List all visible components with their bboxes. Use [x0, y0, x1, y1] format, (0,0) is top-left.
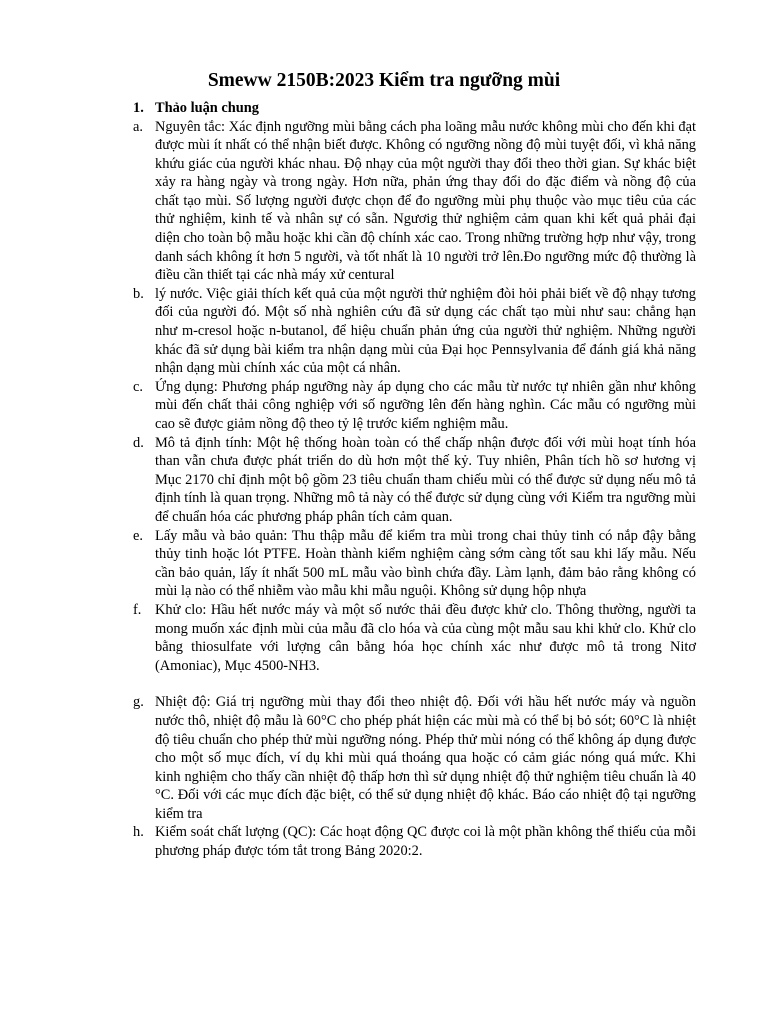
list-item-f — [133, 601, 696, 675]
item-marker: a. — [133, 118, 143, 135]
item-marker: d. — [133, 434, 144, 451]
document-title: Smeww 2150B:2023 Kiểm tra ngưỡng mùi — [207, 70, 561, 91]
list-item-b — [133, 285, 696, 378]
list-item-h — [133, 823, 696, 860]
list-item-g — [133, 693, 696, 823]
list-item-a — [133, 118, 696, 285]
list-item-e — [133, 527, 696, 601]
item-text: Mô tả định tính: Một hệ thống hoàn toàn có thể chấp nhận được đối với mùi hoạt tính hóa than vẫn chưa được phát triển do dù hơn một thế kỷ. Tuy nhiên, Phân tích hồ sơ hương vị Mục 2170 chỉ định một bộ gồm 23 tiêu chuẩn tham chiếu mùi có thể được sử dụng nếu mô tả định tính là quan trọng. Những mô tả này có thể được sử dụng cùng với Kiểm tra ngưỡng mùi để chuẩn hóa các phương pháp phân tích cảm quan. — [155, 434, 696, 525]
item-text: Lấy mẫu và bảo quản: Thu thập mẫu để kiểm tra mùi trong chai thủy tinh có nắp đậy bằng thủy tinh hoặc lót PTFE. Hoàn thành kiểm nghiệm càng sớm càng tốt sau khi lấy mẫu. Nếu cần bảo quản, lấy ít nhất 500 mL mẫu vào bình chứa đầy. Làm lạnh, đảm bảo rằng không có mùi lạ nào có thể nhiễm vào mẫu khi mẫu nguội. Không sử dụng hộp nhựa — [155, 527, 696, 600]
item-marker: h. — [133, 824, 144, 841]
section-number: 1. — [133, 100, 144, 116]
item-marker: c. — [133, 378, 143, 395]
item-text: Khử clo: Hầu hết nước máy và một số nước thải đều được khử clo. Thông thường, người ta mong muốn xác định mùi của mẫu đã clo hóa và của cùng một mẫu sau khi khử clo. Khử clo bằng thiosulfate với lượng cân bằng hóa học chính xác như được mô tả trong Nitơ (Amoniac), Mục 4500-NH3. — [155, 601, 696, 674]
item-text: Ứng dụng: Phương pháp ngưỡng này áp dụng cho các mẫu từ nước tự nhiên gần như không mùi đến chất thải công nghiệp với số ngưỡng lên đến hàng nghìn. Các mẫu có ngưỡng mùi cao sẽ được giảm nồng độ theo tỷ lệ trước kiểm nghiệm mẫu. — [155, 378, 696, 432]
list-item-d — [133, 434, 696, 527]
item-marker: b. — [133, 285, 144, 302]
item-marker: e. — [133, 527, 143, 544]
section-heading — [133, 99, 696, 118]
item-text: Nguyên tắc: Xác định ngưỡng mùi bằng cách pha loãng mẫu nước không mùi cho đến khi đạt được mùi ít nhất có thể nhận biết được. Không có ngưỡng nồng độ mùi tuyệt đối, vì khả năng khứu giác của người khác nhau. Độ nhạy của một người thay đổi theo thời gian. Sự khác biệt xảy ra hàng ngày và trong ngày. Hơn nữa, phản ứng thay đổi do đặc điểm và nồng độ của chất tạo mùi. Số lượng người được chọn để đo ngưỡng mùi phụ thuộc vào mục tiêu của các thử nghiệm, kinh tế và nhân sự có sẵn. Ngươig thử nghiệm cảm quan khi kết quả phải đại diện cho toàn bộ mẫu hoặc khi cần độ chính xác cao. Trong những trường hợp như vậy, trong danh sách không ít hơn 5 người, và tốt nhất là 10 người trở lên.Đo ngưỡng mức độ thường là điều cần thiết tại các nhà máy xử centural — [155, 118, 696, 284]
item-text: lý nước. Việc giải thích kết quả của một người thử nghiệm đòi hỏi phải biết về độ nhạy tương đối của người đó. Một số nhà nghiên cứu đã sử dụng các chất tạo mùi như sau: chẳng hạn như m-cresol hoặc n-butanol, để hiệu chuẩn phản ứng của người thử nghiệm. Những người khác đã sử dụng bài kiểm tra nhận dạng mùi của Đại học Pennsylvania để đánh giá khả năng nhận dạng mùi chính xác của một cá nhân. — [155, 285, 696, 377]
item-text: Kiểm soát chất lượng (QC): Các hoạt động QC được coi là một phần không thể thiếu của mỗi phương pháp được tóm tắt trong Bảng 2020:2. — [155, 824, 696, 860]
list-item-c — [133, 378, 696, 434]
item-marker: g. — [133, 694, 144, 711]
section-title: Thảo luận chung — [155, 100, 259, 116]
item-text: Nhiệt độ: Giá trị ngưỡng mùi thay đổi theo nhiệt độ. Đối với hầu hết nước máy và nguồn nước thô, nhiệt độ mẫu là 60°C cho phép phát hiện các mùi mà có thể bị bỏ sót; 60°C là nhiệt độ tiêu chuẩn cho phép thử mùi ngưỡng nóng. Phép thử mùi nóng có thể không áp dụng được cho một số mục đích, ví dụ khi mùi quá thoáng qua hoặc có cảm giác nóng quá mức. Khi kinh nghiệm cho thấy cần nhiệt độ thấp hơn thì sử dụng nhiệt độ thử nghiệm tiêu chuẩn là 40 °C. Đối với các mục đích đặc biệt, có thể sử dụng nhiệt độ khác. Báo cáo nhiệt độ tại ngưỡng kiểm tra — [155, 694, 696, 822]
item-marker: f. — [133, 601, 142, 618]
